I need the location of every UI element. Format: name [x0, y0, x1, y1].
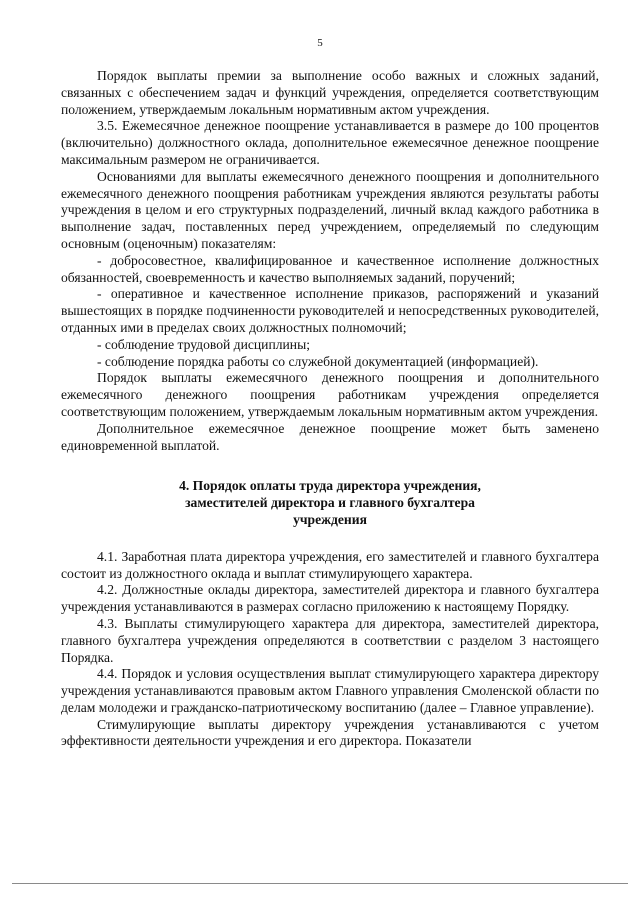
- paragraph-4-4: 4.4. Порядок и условия осуществления выплат стимулирующего характера директору учреждения устанавливаются правовым актом Главного управления Смоленской области по делам молодежи и гражданско-патриотическому воспитанию (далее – Главное управление).: [61, 666, 599, 715]
- paragraph-incentive-payments: Стимулирующие выплаты директору учреждения устанавливаются с учетом эффективности деятельности учреждения и его директора. Показатели: [61, 716, 599, 749]
- section-4-heading: [61, 478, 599, 528]
- paragraph-4-3: 4.3. Выплаты стимулирующего характера для директора, заместителей директора, главного бухгалтера учреждения определяются в соответствии с разделом 3 настоящего Порядка.: [61, 615, 599, 665]
- heading-line-2: заместителей директора и главного бухгалтера: [185, 495, 475, 511]
- list-item-documentation: - соблюдение порядка работы со служебной документацией (информацией).: [97, 353, 539, 369]
- heading-line-1: 4. Порядок оплаты труда директора учреждения,: [179, 478, 481, 494]
- document-body: [61, 68, 599, 750]
- paragraph-3-5: 3.5. Ежемесячное денежное поощрение устанавливается в размере до 100 процентов (включительно) должностного оклада, дополнительное ежемесячное денежное поощрение максимальным размером не ограничивается.: [61, 118, 599, 167]
- list-item-duties: - добросовестное, квалифицированное и качественное исполнение должностных обязанностей, своевременность и качество выполняемых заданий, поручений;: [61, 252, 599, 285]
- paragraph-lump-sum: Дополнительное ежемесячное денежное поощрение может быть заменено единовременной выплатой.: [61, 420, 599, 453]
- paragraph-4-2: 4.2. Должностные оклады директора, заместителей директора и главного бухгалтера учреждения устанавливаются в размерах согласно приложению к настоящему Порядку.: [61, 582, 599, 615]
- paragraph-monthly-procedure: Порядок выплаты ежемесячного денежного поощрения и дополнительного ежемесячного денежного поощрения работникам учреждения определяется соответствующим положением, утверждаемым локальным нормативным актом учреждения.: [61, 370, 599, 419]
- bottom-divider: [12, 883, 628, 884]
- paragraph-bonus-procedure: Порядок выплаты премии за выполнение особо важных и сложных заданий, связанных с обеспечением задач и функций учреждения, определяется соответствующим положением, утверждаемым локальным нормативным актом учреждения.: [61, 68, 599, 117]
- list-item-orders: - оперативное и качественное исполнение приказов, распоряжений и указаний вышестоящих в порядке подчиненности руководителей и непосредственных руководителей, отданных ими в пределах своих должностных полномочий;: [61, 286, 599, 335]
- page-number: 5: [317, 37, 323, 49]
- section-3-continuation: [61, 68, 599, 454]
- paragraph-grounds: Основаниями для выплаты ежемесячного денежного поощрения и дополнительного ежемесячного денежного поощрения работникам учреждения являются результаты работы учреждения в целом и его структурных подразделений, личный вклад каждого работника в выполнение задач, поставленных перед учреждением, определяемый по следующим основным (оценочным) показателям:: [61, 168, 599, 251]
- heading-line-3: учреждения: [293, 511, 367, 527]
- list-item-discipline: - соблюдение трудовой дисциплины;: [97, 336, 310, 352]
- section-4: [61, 549, 599, 751]
- paragraph-4-1: 4.1. Заработная плата директора учреждения, его заместителей и главного бухгалтера состоит из должностного оклада и выплат стимулирующего характера.: [61, 548, 599, 581]
